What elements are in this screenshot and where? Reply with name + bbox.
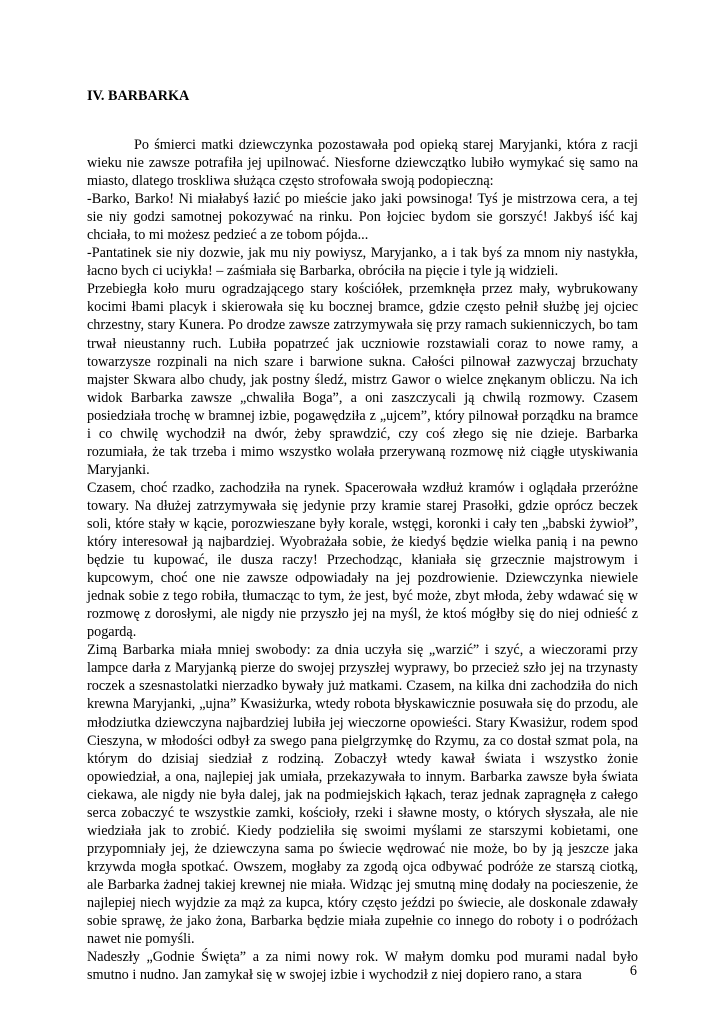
paragraph-2: -Barko, Barko! Ni miałabyś łazić po mieście jako jaki powsinoga! Tyś je mistrzowa cera, a tej sie niy godzi samotnej pokozywać na rinku. Pon łojciec bydom sie gorszyć! Jakbyś iść kaj chciała, to mi możesz pedzieć a ze tobom pójda... [87, 191, 638, 244]
paragraph-1: Po śmierci matki dziewczynka pozostawała pod opieką starej Maryjanki, która z racji wieku nie zawsze potrafiła jej upilnować. Niesforne dziewczątko lubiło wymykać się samo na miasto, dlatego troskliwa służąca często strofowała swoją podopieczną: [87, 137, 638, 190]
paragraph-4: Przebiegła koło muru ogradzającego stary kościółek, przemknęła przez mały, wybrukowany kocimi łbami placyk i skierowała się ku bocznej bramce, gdzie często pełnił służbę jej ojciec chrzestny, stary Kunera. Po drodze zawsze zatrzymywała się przy ramach sukienniczych, bo tam trwał nieustanny ruch. Lubiła popatrzeć jak uczniowie rozstawiali coraz to nowe ramy, a towarzysze rozpinali na nich szare i barwione sukna. Całości pilnował zazwyczaj brzuchaty majster Skwara albo chudy, jak postny śledź, mistrz Gawor o wielce znękanym obliczu. Na ich widok Barbarka zawsze „chwaliła Boga”, a oni zaszczycali ją chwilą rozmowy. Czasem posiedziała trochę w bramnej izbie, pogawędziła z „ujcem”, który pilnował porządku na bramce i co chwilę wychodził na dwór, żeby sprawdzić, czy coś złego się nie dzieje. Barbarka rozumiała, że tak trzeba i mimo wszystko wolała przerywaną rozmowę niż ciągłe utyskiwania Maryjanki. [87, 281, 638, 478]
body-text [87, 136, 638, 984]
paragraph-5: Czasem, choć rzadko, zachodziła na rynek. Spacerowała wzdłuż kramów i oglądała przeróżne towary. Na dłużej zatrzymywała się jedynie przy kramie starej Prasołki, gdzie oprócz beczek soli, które stały w kącie, porozwieszane były korale, wstęgi, koronki i cały ten „babski żywioł”, który interesował ją najbardziej. Wyobrażała sobie, że kiedyś będzie wielka panią i na pewno będzie tu kupować, ile dusza raczy! Przechodząc, kłaniała się grzecznie majstrowym i kupcowym, choć one nie zawsze odpowiadały na jej pozdrowienie. Dziewczynka niewiele jednak sobie z tego robiła, tłumacząc to tym, że jest, być może, zbyt młoda, żeby wdawać się w rozmowę z dorosłymi, ale nigdy nie przyszło jej na myśl, że ktoś mógłby się do niej odnieść z pogardą. [87, 479, 638, 641]
chapter-title: IV. BARBARKA [87, 88, 190, 104]
paragraph-6: Zimą Barbarka miała mniej swobody: za dnia uczyła się „warzić” i szyć, a wieczorami przy lampce darła z Maryjanką pierze do swojej przyszłej wyprawy, bo przecież szło jej na trzynasty roczek a szesnastolatki nierzadko bywały już matkami. Czasem, na kilka dni zachodziła do nich krewna Maryjanki, „ujna” Kwasiżurka, wtedy robota błyskawicznie posuwała się do przodu, ale młodziutka dziewczyna najbardziej lubiła jej wieczorne opowieści. Stary Kwasiżur, rodem spod Cieszyna, w młodości odbył za swego pana pielgrzymkę do Rzymu, za co dostał szmat pola, na którym do dzisiaj siedział z rodziną. Zobaczył wtedy kawał świata i wszystko żonie opowiedział, a ona, najlepiej jak umiała, przekazywała to innym. Barbarka zawsze była świata ciekawa, ale nigdy nie była dalej, jak na podmiejskich łąkach, teraz jednak zapragnęła z całego serca zobaczyć te wszystkie zamki, kościoły, rzeki i sławne mosty, o których słyszała, ale nie wiedziała jak to zrobić. Kiedy podzieliła się swoimi myślami ze starszymi kobietami, one przypomniały jej, że dziewczyna sama po świecie wędrować nie może, bo by ją jeszcze jaka krzywda mogła spotkać. Owszem, mogłaby za zgodą ojca odbywać podróże ze starszą ciotką, ale Barbarka żadnej takiej krewnej nie miała. Widząc jej smutną minę dodały na pocieszenie, że najlepiej niech wyjdzie za mąż za kupca, który często jeździ po świecie, ale doskonale zdawały sobie sprawę, że jako żona, Barbarka będzie miała zupełnie co innego do roboty i o podróżach nawet nie pomyśli. [87, 642, 638, 948]
paragraph-3: -Pantatinek sie niy dozwie, jak mu niy powiysz, Maryjanko, a i tak byś za mnom niy nastykła, łacno bych ci uciykła! – zaśmiała się Barbarka, obróciła na pięcie i tyle ją widzieli. [87, 245, 638, 280]
page-number: 6 [629, 963, 637, 979]
paragraph-7: Nadeszły „Godnie Święta” a za nimi nowy rok. W małym domku pod murami nadal było smutno i nudno. Jan zamykał się w swojej izbie i wychodził z niej dopiero rano, a stara [87, 949, 638, 984]
